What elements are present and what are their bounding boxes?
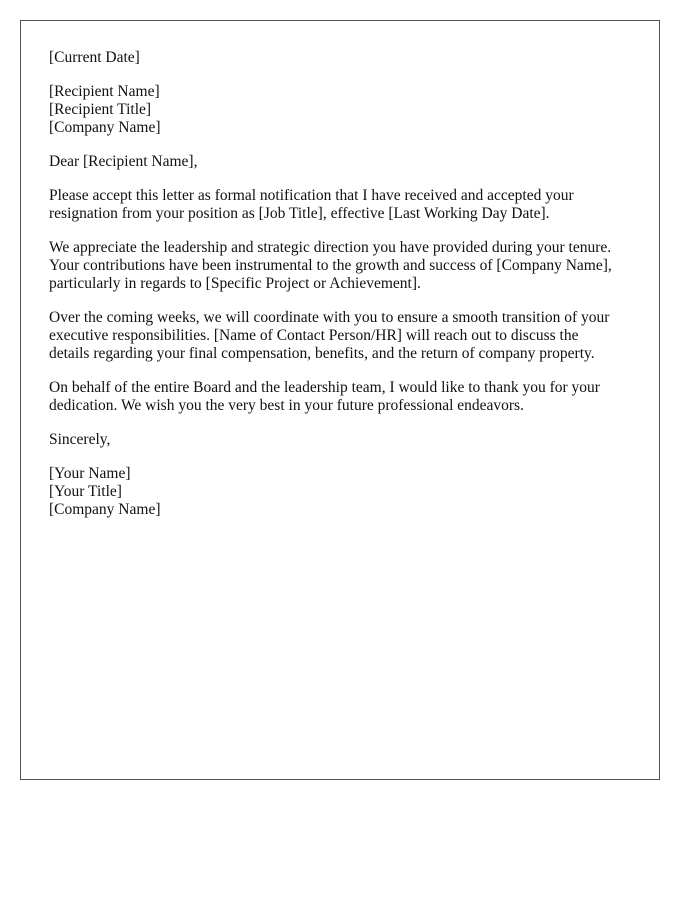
paragraph-line: We appreciate the leadership and strategic direction you have provided during your tenure.: [49, 239, 612, 256]
paragraph-line: particularly in regards to [Specific Project or Achievement].: [49, 275, 421, 292]
paragraph-thanks: [49, 379, 639, 415]
paragraph-transition: [49, 309, 639, 363]
signature-title: [Your Title]: [49, 483, 122, 500]
paragraph-appreciation: [49, 239, 639, 293]
paragraph-line: Please accept this letter as formal notification that I have received and accepted your: [49, 187, 574, 204]
signature-company: [Company Name]: [49, 501, 161, 518]
closing-block: [49, 431, 639, 449]
letter-date: [Current Date]: [49, 49, 140, 66]
paragraph-line: Your contributions have been instrumental to the growth and success of [Company Name],: [49, 257, 612, 274]
letter-page: [20, 20, 660, 780]
closing: Sincerely,: [49, 431, 111, 448]
signature-block: [49, 465, 639, 519]
letter-body: [49, 49, 639, 535]
paragraph-line: dedication. We wish you the very best in your future professional endeavors.: [49, 397, 524, 414]
date-block: [49, 49, 639, 67]
recipient-title: [Recipient Title]: [49, 101, 152, 118]
salutation-block: [49, 153, 639, 171]
recipient-block: [49, 83, 639, 137]
paragraph-line: executive responsibilities. [Name of Contact Person/HR] will reach out to discuss the: [49, 327, 579, 344]
recipient-name: [Recipient Name]: [49, 83, 160, 100]
salutation: Dear [Recipient Name],: [49, 153, 198, 170]
paragraph-line: details regarding your final compensation, benefits, and the return of company property.: [49, 345, 595, 362]
paragraph-acceptance: [49, 187, 639, 223]
signature-name: [Your Name]: [49, 465, 131, 482]
paragraph-line: Over the coming weeks, we will coordinate with you to ensure a smooth transition of your: [49, 309, 610, 326]
paragraph-line: resignation from your position as [Job Title], effective [Last Working Day Date].: [49, 205, 550, 222]
paragraph-line: On behalf of the entire Board and the leadership team, I would like to thank you for your: [49, 379, 600, 396]
recipient-company: [Company Name]: [49, 119, 161, 136]
